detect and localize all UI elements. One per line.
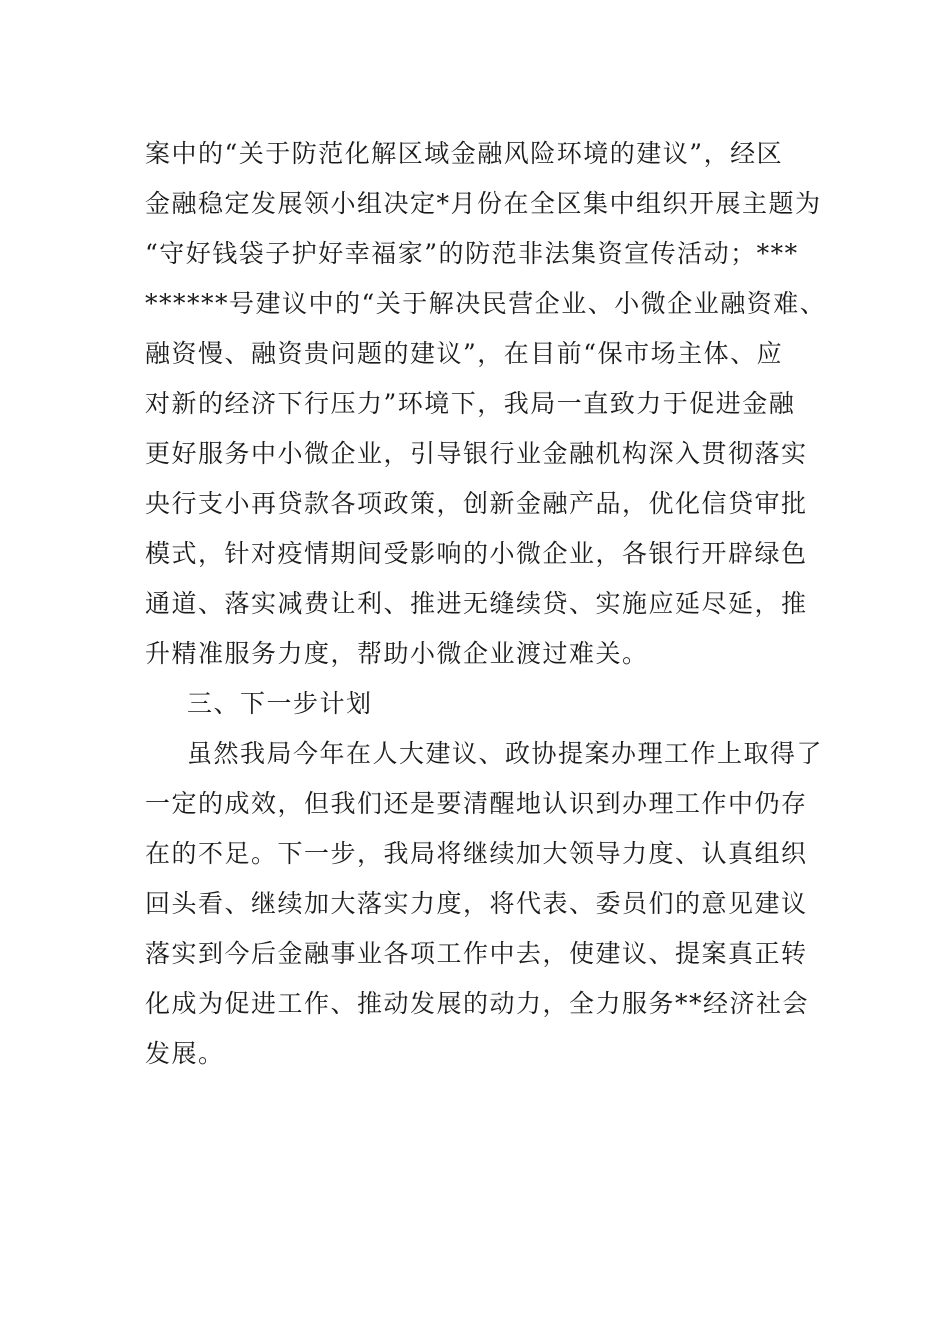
paragraph-2-line: 化成为促进工作、推动发展的动力，全力服务**经济社会 bbox=[145, 989, 810, 1018]
section-heading: 三、下一步计划 bbox=[187, 689, 373, 718]
paragraph-1-line: 通道、落实减费让利、推进无缝续贷、实施应延尽延，推 bbox=[145, 589, 808, 618]
paragraph-1-line: ******号建议中的“关于解决民营企业、小微企业融资难、 bbox=[145, 289, 827, 318]
paragraph-2 bbox=[145, 729, 845, 1079]
paragraph-1-line: 金融稳定发展领小组决定*月份在全区集中组织开展主题为 bbox=[145, 189, 822, 218]
paragraph-2-line: 在的不足。下一步，我局将继续加大领导力度、认真组织 bbox=[145, 839, 808, 868]
paragraph-1-line: 模式，针对疫情期间受影响的小微企业，各银行开辟绿色 bbox=[145, 539, 808, 568]
paragraph-1-line: “守好钱袋子护好幸福家”的防范非法集资宣传活动；*** bbox=[145, 239, 799, 268]
paragraph-1 bbox=[145, 129, 845, 679]
paragraph-2-line: 回头看、继续加大落实力度，将代表、委员们的意见建议 bbox=[145, 889, 808, 918]
paragraph-1-line: 对新的经济下行压力”环境下，我局一直致力于促进金融 bbox=[145, 389, 796, 418]
paragraph-1-line: 融资慢、融资贵问题的建议”，在目前“保市场主体、应 bbox=[145, 339, 784, 368]
paragraph-2-line: 虽然我局今年在人大建议、政协提案办理工作上取得了 bbox=[187, 739, 824, 768]
paragraph-1-line: 升精准服务力度，帮助小微企业渡过难关。 bbox=[145, 639, 649, 668]
paragraph-2-line: 落实到今后金融事业各项工作中去，使建议、提案真正转 bbox=[145, 939, 808, 968]
paragraph-2-line: 一定的成效，但我们还是要清醒地认识到办理工作中仍存 bbox=[145, 789, 808, 818]
paragraph-1-line: 更好服务中小微企业，引导银行业金融机构深入贯彻落实 bbox=[145, 439, 808, 468]
document-body bbox=[145, 129, 845, 1079]
paragraph-2-line: 发展。 bbox=[145, 1039, 225, 1068]
paragraph-1-line: 案中的“关于防范化解区域金融风险环境的建议”，经区 bbox=[145, 139, 784, 168]
paragraph-1-line: 央行支小再贷款各项政策，创新金融产品，优化信贷审批 bbox=[145, 489, 808, 518]
